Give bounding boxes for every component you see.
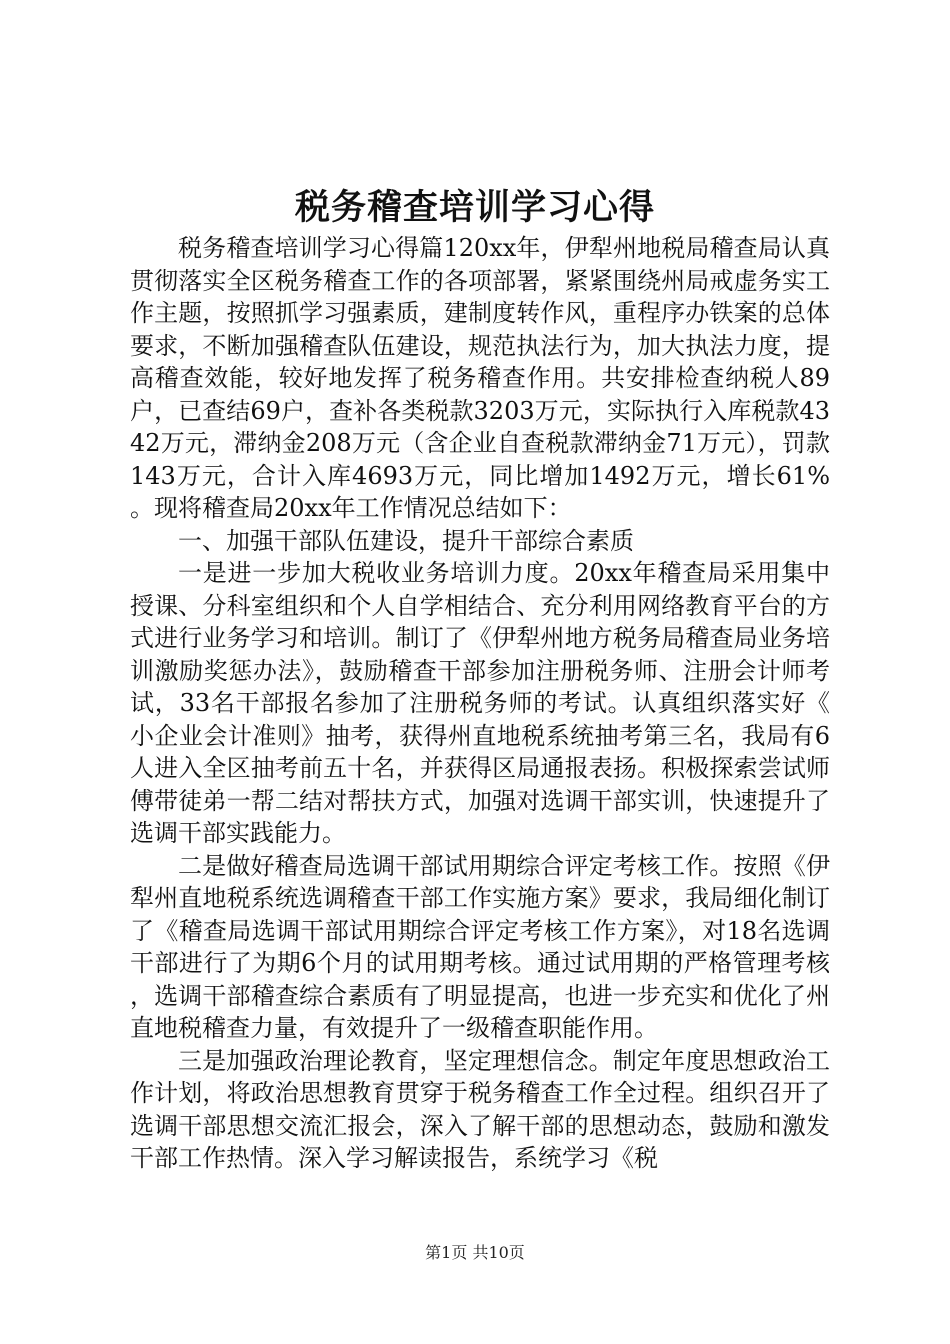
- document-title: 税务稽查培训学习心得: [294, 188, 655, 228]
- page-footer: 第1页 共10页: [425, 1243, 525, 1262]
- paragraph-point-3: 三是加强政治理论教育，坚定理想信念。制定年度思想政治工作计划，将政治思想教育贯穿于税务稽查工作全过程。组织召开了选调干部思想交流汇报会，深入了解干部的思想动态，鼓励和激发干部工作热情。深入学习解读报告，系统学习《税: [130, 1046, 830, 1172]
- paragraph-point-1: 一是进一步加大税收业务培训力度。20xx年稽查局采用集中授课、分科室组织和个人自学相结合、充分利用网络教育平台的方式进行业务学习和培训。制订了《伊犁州地方税务局稽查局业务培训激励奖惩办法》，鼓励稽查干部参加注册税务师、注册会计师考试，33名干部报名参加了注册税务师的考试。认真组织落实好《小企业会计准则》抽考，获得州直地税系统抽考第三名，我局有6人进入全区抽考前五十名，并获得区局通报表扬。积极探索尝试师傅带徒弟一帮二结对帮扶方式，加强对选调干部实训，快速提升了选调干部实践能力。: [130, 559, 830, 847]
- document-body: [130, 232, 830, 1175]
- paragraph-point-2: 二是做好稽查局选调干部试用期综合评定考核工作。按照《伊犁州直地税系统选调稽查干部工作实施方案》要求，我局细化制订了《稽查局选调干部试用期综合评定考核工作方案》，对18名选调干部进行了为期6个月的试用期考核。通过试用期的严格管理考核，选调干部稽查综合素质有了明显提高，也进一步充实和优化了州直地税稽查力量，有效提升了一级稽查职能作用。: [130, 851, 830, 1042]
- paragraph-intro: 税务稽查培训学习心得篇120xx年，伊犁州地税局稽查局认真贯彻落实全区税务稽查工作的各项部署，紧紧围绕州局戒虚务实工作主题，按照抓学习强素质，建制度转作风，重程序办铁案的总体要求，不断加强稽查队伍建设，规范执法行为，加大执法力度，提高稽查效能，较好地发挥了税务稽查作用。共安排检查纳税人89户，已查结69户，查补各类税款3203万元，实际执行入库税款4342万元，滞纳金208万元（含企业自查税款滞纳金71万元），罚款143万元，合计入库4693万元，同比增加1492万元，增长61%。现将稽查局20xx年工作情况总结如下：: [130, 234, 830, 522]
- section-heading-1: 一、加强干部队伍建设，提升干部综合素质: [178, 526, 634, 555]
